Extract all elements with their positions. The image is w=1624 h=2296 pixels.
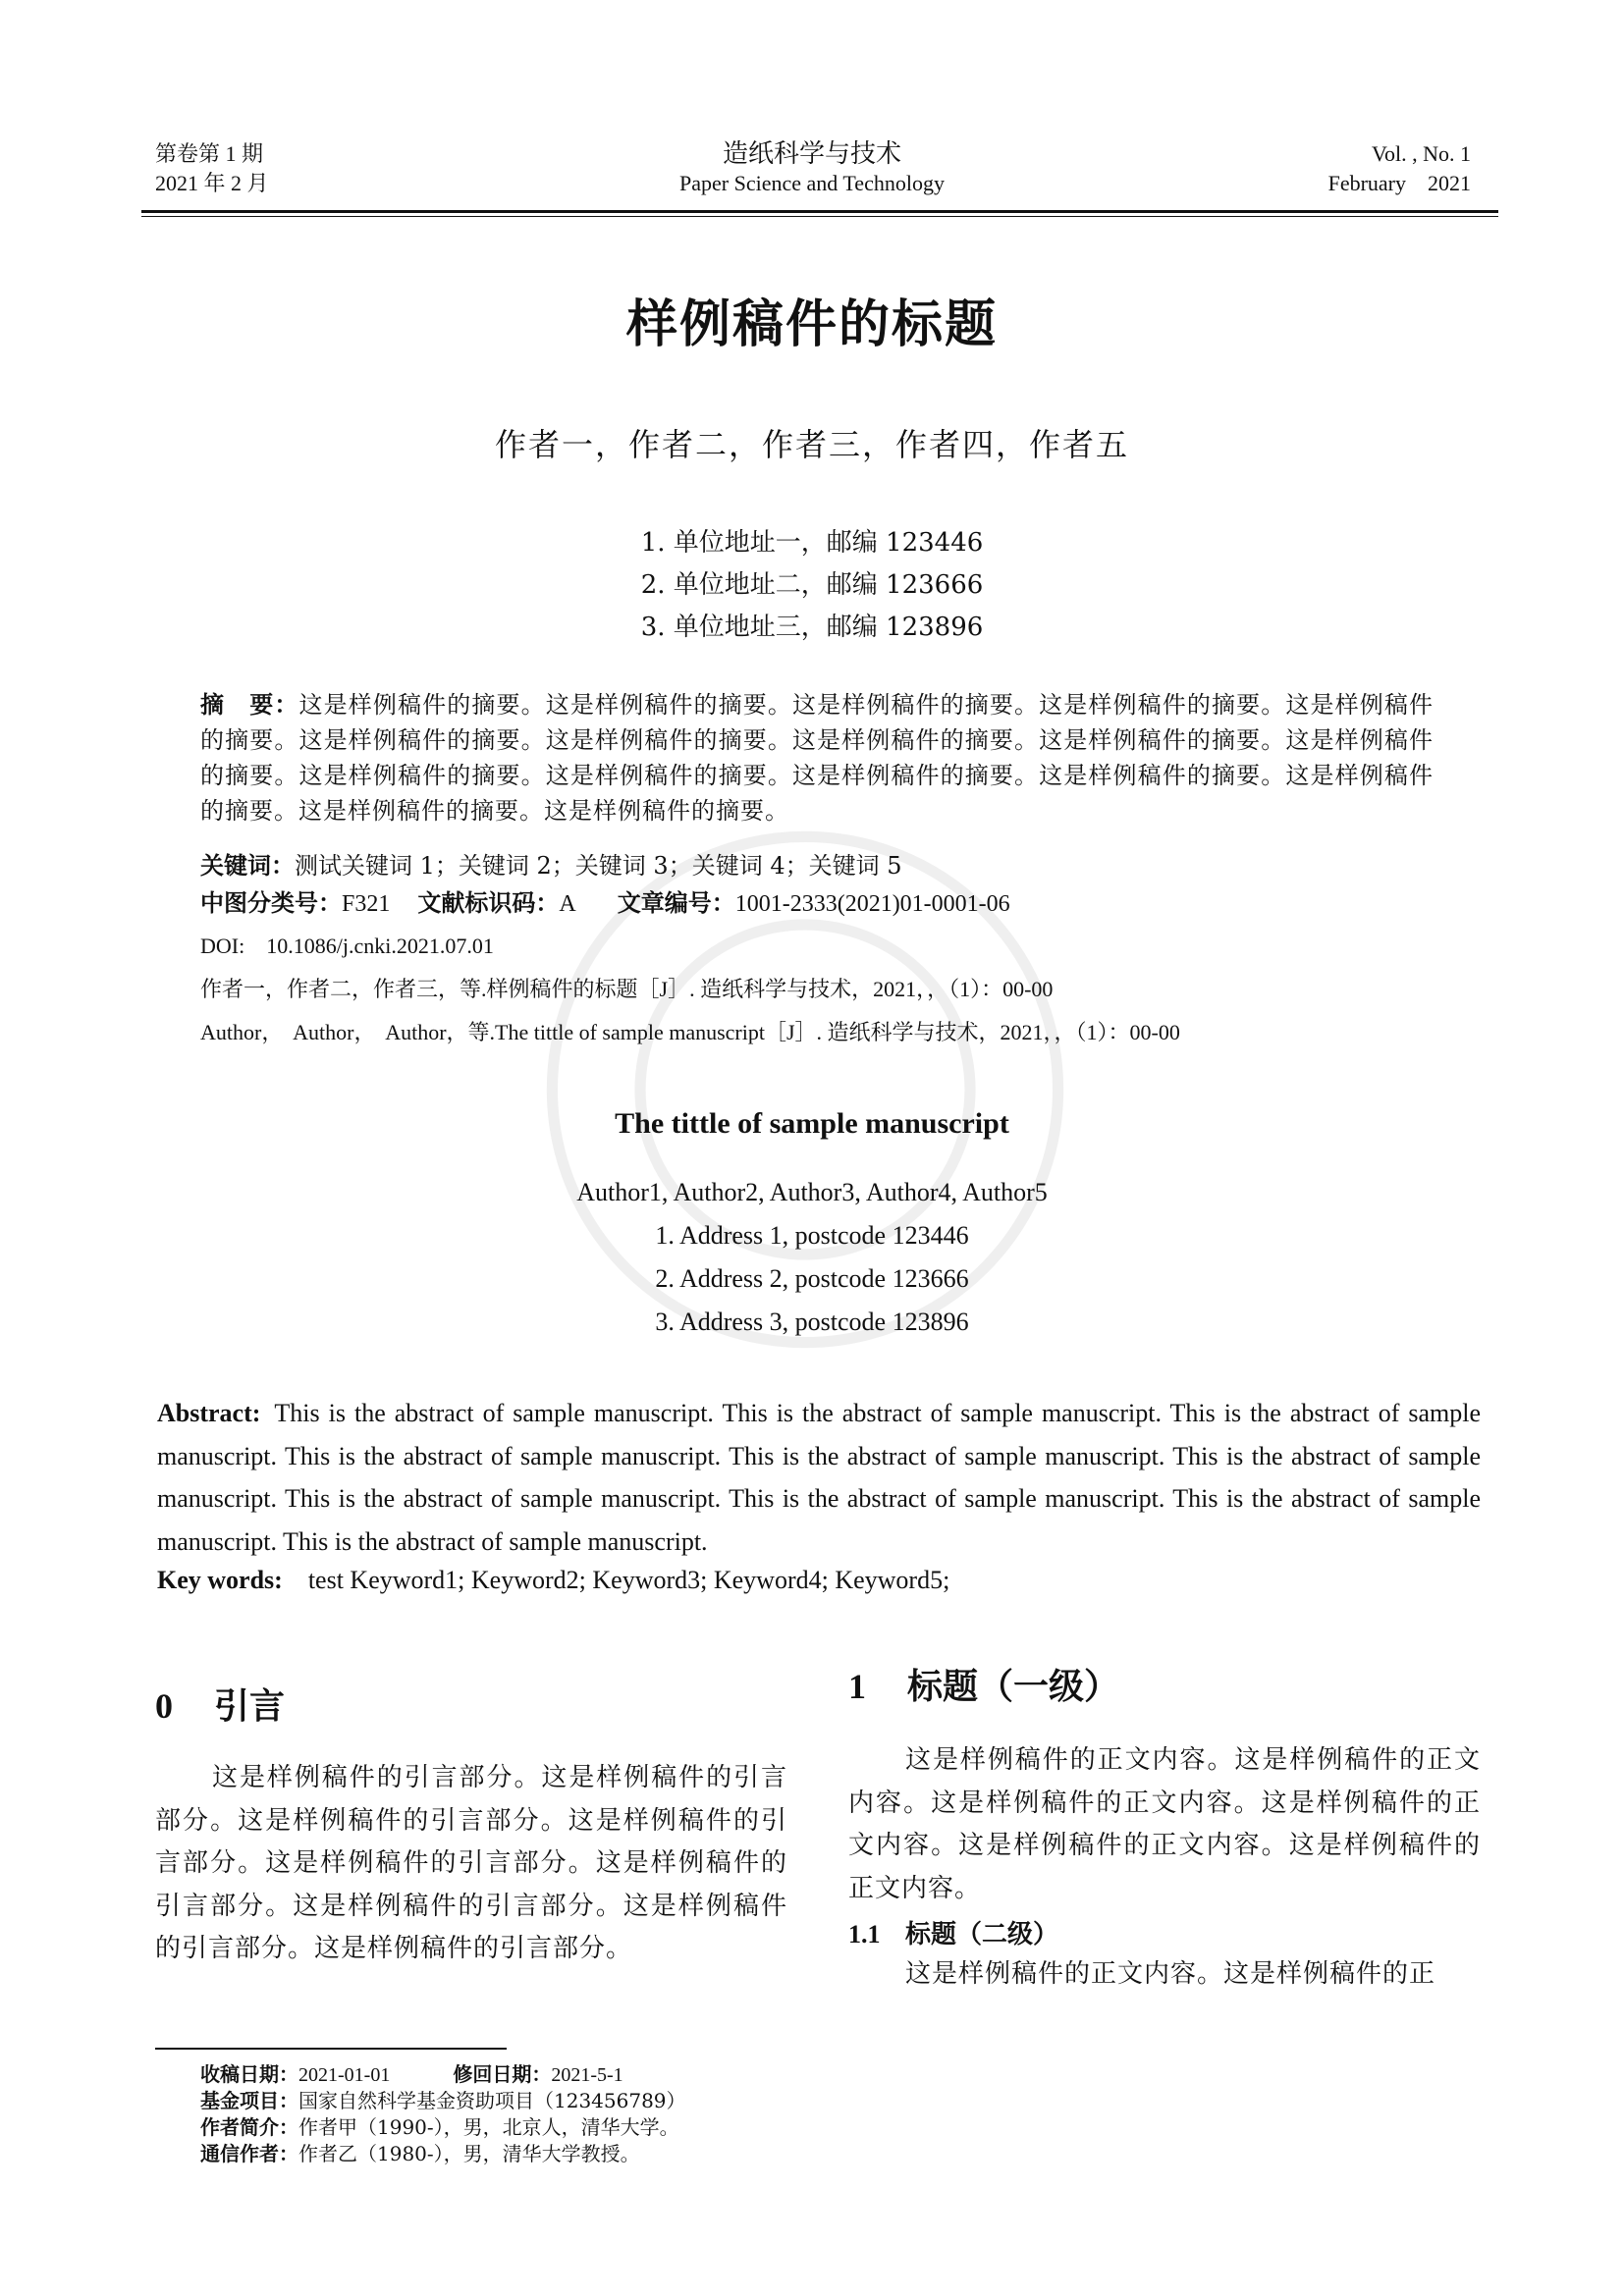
abstract-cn-label: 摘 要： bbox=[200, 690, 299, 719]
clc-value: F321 bbox=[342, 891, 391, 917]
section-0-title: 引言 bbox=[214, 1686, 286, 1727]
section-0-number: 0 bbox=[155, 1686, 173, 1726]
revised-value: 2021-5-1 bbox=[551, 2064, 623, 2086]
citation-cn: 作者一，作者二，作者三，等.样例稿件的标题［J］. 造纸科学与技术，2021，，（1）：00-00 bbox=[200, 977, 1054, 1001]
volume-line: Vol. , No. 1 bbox=[1371, 141, 1471, 166]
doi-value: 10.1086/j.cnki.2021.07.01 bbox=[266, 934, 494, 958]
section-1-heading bbox=[848, 1659, 1119, 1709]
doi-label: DOI: bbox=[200, 934, 245, 958]
corr-value: 作者乙（1980-），男，清华大学教授。 bbox=[298, 2142, 640, 2165]
section-1-title: 标题（一级） bbox=[907, 1667, 1120, 1707]
doi-line bbox=[200, 929, 494, 964]
abstract-en-text: This is the abstract of sample manuscript. This is the abstract of sample manuscript. This is the abstract of sample manuscript. This is the abstract of sample manuscript. This is the abstract of sample manuscript. This is the abstract of sample manuscript. This is the abstract of sample manuscript. This is the abstract of sample manuscript. This is the abstract of sample manuscript. This is the abstract of sample manuscript. bbox=[157, 1399, 1481, 1556]
volume-date: February 2021 bbox=[1327, 171, 1471, 195]
section-1-number: 1 bbox=[848, 1667, 866, 1706]
abstract-cn-text: 这是样例稿件的摘要。这是样例稿件的摘要。这是样例稿件的摘要。这是样例稿件的摘要。这是样例稿件的摘要。这是样例稿件的摘要。这是样例稿件的摘要。这是样例稿件的摘要。这是样例稿件的摘要。这是样例稿件的摘要。这是样例稿件的摘要。这是样例稿件的摘要。这是样例稿件的摘要。这是样例稿件的摘要。这是样例稿件的摘要。这是样例稿件的摘要。这是样例稿件的摘要。 bbox=[200, 691, 1435, 825]
bio-label: 作者简介： bbox=[200, 2115, 298, 2139]
english-authors: Author1, Author2, Author3, Author4, Author5 bbox=[576, 1178, 1048, 1206]
section-1-1-title: 标题（二级） bbox=[905, 1920, 1059, 1949]
classification-line bbox=[200, 885, 1010, 922]
section-1-1-heading bbox=[848, 1914, 1058, 1950]
abstract-en bbox=[157, 1392, 1481, 1563]
affiliation-3: 3. 单位地址三，邮编 123896 bbox=[640, 613, 984, 642]
fund-label: 基金项目： bbox=[200, 2089, 298, 2112]
section-1-1-number: 1.1 bbox=[848, 1920, 881, 1949]
fund-value: 国家自然科学基金资助项目（123456789） bbox=[298, 2089, 686, 2112]
received-value: 2021-01-01 bbox=[298, 2064, 391, 2086]
abstract-en-label: Abstract: bbox=[157, 1399, 261, 1427]
article-no-value: 1001-2333(2021)01-0001-06 bbox=[734, 891, 1010, 917]
corr-label: 通信作者： bbox=[200, 2142, 298, 2165]
english-title: The tittle of sample manuscript bbox=[615, 1107, 1009, 1140]
affiliation-2: 2. 单位地址二，邮编 123666 bbox=[640, 570, 984, 600]
author-list: 作者一，作者二，作者三，作者四，作者五 bbox=[494, 426, 1129, 463]
english-affiliation-1: 1. Address 1, postcode 123446 bbox=[655, 1221, 969, 1250]
received-label: 收稿日期： bbox=[200, 2062, 298, 2086]
revised-label: 修回日期： bbox=[453, 2062, 552, 2086]
clc-label: 中图分类号： bbox=[200, 888, 342, 917]
doc-code-value: A bbox=[559, 891, 576, 917]
journal-volume bbox=[1328, 139, 1471, 198]
english-affiliation-2: 2. Address 2, postcode 123666 bbox=[655, 1264, 969, 1293]
keywords-cn-label: 关键词： bbox=[200, 851, 295, 880]
footnote-rule bbox=[155, 2048, 507, 2050]
article-no-label: 文章编号： bbox=[617, 888, 735, 917]
keywords-en-label: Key words: bbox=[157, 1566, 283, 1594]
footnote-dates bbox=[200, 2061, 623, 2089]
section-0-body: 这是样例稿件的引言部分。这是样例稿件的引言部分。这是样例稿件的引言部分。这是样例稿件的引言部分。这是样例稿件的引言部分。这是样例稿件的引言部分。这是样例稿件的引言部分。这是样例稿件的引言部分。这是样例稿件的引言部分。 bbox=[155, 1763, 787, 1963]
abstract-cn bbox=[200, 687, 1434, 828]
issue-date: 2021 年 2 月 bbox=[155, 171, 269, 195]
section-1-body: 这是样例稿件的正文内容。这是样例稿件的正文内容。这是样例稿件的正文内容。这是样例稿件的正文内容。这是样例稿件的正文内容。这是样例稿件的正文内容。 bbox=[848, 1745, 1481, 1903]
footnote-author-bio bbox=[200, 2114, 679, 2141]
keywords-en bbox=[157, 1563, 949, 1598]
paper-title: 样例稿件的标题 bbox=[625, 295, 998, 354]
affiliation-1: 1. 单位地址一，邮编 123446 bbox=[640, 528, 984, 558]
doc-code-label: 文献标识码： bbox=[417, 888, 560, 917]
header-rule-thin bbox=[141, 216, 1498, 217]
bio-value: 作者甲（1990-），男，北京人，清华大学。 bbox=[298, 2115, 679, 2139]
citation-en: Author， Author， Author，等.The tittle of sample manuscript［J］. 造纸科学与技术，2021，，（1）：00-00 bbox=[200, 1020, 1180, 1044]
header-rule-thick bbox=[141, 210, 1498, 213]
journal-name-cn: 造纸科学与技术 bbox=[722, 139, 901, 168]
footnote-corresponding bbox=[200, 2141, 640, 2167]
keywords-cn-text: 测试关键词 1；关键词 2；关键词 3；关键词 4；关键词 5 bbox=[295, 852, 902, 880]
journal-name-en: Paper Science and Technology bbox=[679, 171, 945, 195]
issue-line: 第卷第 1 期 bbox=[155, 141, 264, 166]
english-affiliation-3: 3. Address 3, postcode 123896 bbox=[655, 1308, 969, 1336]
section-0-heading bbox=[155, 1679, 285, 1729]
keywords-cn bbox=[200, 848, 902, 883]
footnote-fund bbox=[200, 2088, 686, 2114]
section-1-1-body: 这是样例稿件的正文内容。这是样例稿件的正 bbox=[905, 1959, 1436, 1989]
keywords-en-text: test Keyword1; Keyword2; Keyword3; Keyword4; Keyword5; bbox=[307, 1566, 950, 1594]
